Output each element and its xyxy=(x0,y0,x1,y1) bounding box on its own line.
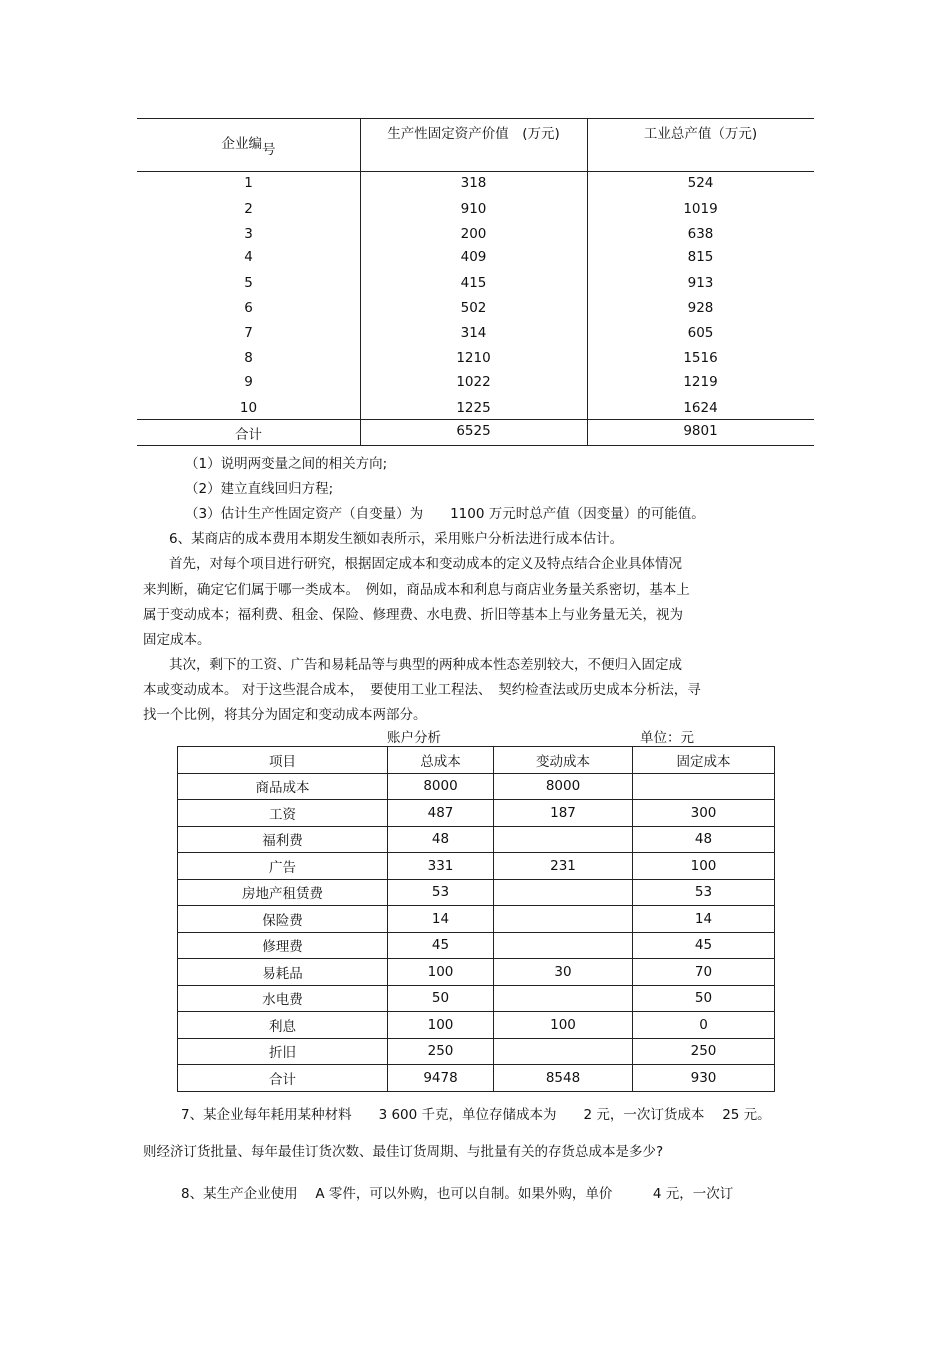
cell-variable: 187 xyxy=(494,800,633,827)
cell-item: 易耗品 xyxy=(178,959,388,986)
cell-item: 利息 xyxy=(178,1012,388,1039)
row-output: 1624 xyxy=(683,400,718,416)
header-total-cost: 总成本 xyxy=(388,747,494,774)
question-2: （2）建立直线回归方程; xyxy=(185,481,334,497)
cell-total: 48 xyxy=(388,826,494,853)
cell-total: 14 xyxy=(388,906,494,933)
cell-fixed: 0 xyxy=(633,1012,775,1039)
cell-variable xyxy=(494,932,633,959)
row-output: 1219 xyxy=(683,374,718,390)
header-output: 工业总产值（万元) xyxy=(643,126,758,142)
table-row xyxy=(178,773,775,800)
header-enterprise-no: 企业编号 xyxy=(221,136,276,158)
table-row xyxy=(178,879,775,906)
cell-fixed: 14 xyxy=(633,906,775,933)
cell-total: 487 xyxy=(388,800,494,827)
table-row xyxy=(178,959,775,986)
cell-item: 修理费 xyxy=(178,932,388,959)
table-top-rule xyxy=(137,118,814,119)
cell-fixed: 53 xyxy=(633,879,775,906)
row-no: 8 xyxy=(244,350,253,366)
cell-fixed: 250 xyxy=(633,1038,775,1065)
cell-total: 331 xyxy=(388,853,494,880)
cell-total: 9478 xyxy=(388,1065,494,1092)
cell-fixed: 930 xyxy=(633,1065,775,1092)
cell-variable xyxy=(494,906,633,933)
regression-data-table xyxy=(137,118,814,446)
cell-item: 福利费 xyxy=(178,826,388,853)
cell-variable xyxy=(494,879,633,906)
cell-item: 合计 xyxy=(178,1065,388,1092)
paragraph-line: 来判断，确定它们属于哪一类成本。 例如，商品成本和利息与商店业务量关系密切，基本上 xyxy=(143,582,690,598)
table-bottom-rule xyxy=(137,445,814,446)
unit-label: 单位：元 xyxy=(640,730,694,746)
problem-7-line-1: 7、某企业每年耗用某种材料 3 600 千克，单位存储成本为 2 元，一次订货成本 25 元。 xyxy=(181,1107,771,1123)
cell-variable: 100 xyxy=(494,1012,633,1039)
cell-variable: 8000 xyxy=(494,773,633,800)
question-3: （3）估计生产性固定资产（自变量）为 1100 万元时总产值（因变量）的可能值。 xyxy=(185,506,705,522)
paragraph-line: 固定成本。 xyxy=(143,632,211,648)
row-output: 913 xyxy=(687,275,714,291)
row-assets: 409 xyxy=(460,249,487,265)
row-no: 10 xyxy=(239,400,258,416)
header-fixed-assets: 生产性固定资产价值 (万元) xyxy=(387,126,560,142)
total-label: 合计 xyxy=(235,427,262,443)
paragraph-line: 首先，对每个项目进行研究，根据固定成本和变动成本的定义及特点结合企业具体情况 xyxy=(169,556,682,572)
total-assets: 6525 xyxy=(456,423,491,439)
problem-6-title: 6、某商店的成本费用本期发生额如表所示，采用账户分析法进行成本估计。 xyxy=(169,531,624,547)
table-caption: 账户分析 xyxy=(387,730,441,746)
cell-item: 商品成本 xyxy=(178,773,388,800)
total-top-rule xyxy=(137,419,814,420)
cell-item: 工资 xyxy=(178,800,388,827)
row-no: 4 xyxy=(244,249,253,265)
table-row xyxy=(178,932,775,959)
cell-variable: 30 xyxy=(494,959,633,986)
row-assets: 1210 xyxy=(456,350,491,366)
row-assets: 314 xyxy=(460,325,487,341)
account-analysis-table xyxy=(177,746,775,1092)
cell-fixed: 45 xyxy=(633,932,775,959)
cell-variable xyxy=(494,1038,633,1065)
paragraph-line: 找一个比例，将其分为固定和变动成本两部分。 xyxy=(143,707,427,723)
row-no: 6 xyxy=(244,300,253,316)
row-assets: 318 xyxy=(460,175,487,191)
table-row xyxy=(178,1012,775,1039)
problem-7-line-2: 则经济订货批量、每年最佳订货次数、最佳订货周期、与批量有关的存货总成本是多少? xyxy=(143,1144,664,1160)
table-row xyxy=(178,826,775,853)
header-item: 项目 xyxy=(178,747,388,774)
cell-item: 折旧 xyxy=(178,1038,388,1065)
row-no: 2 xyxy=(244,201,253,217)
cell-total: 53 xyxy=(388,879,494,906)
cell-total: 100 xyxy=(388,959,494,986)
cell-total: 45 xyxy=(388,932,494,959)
row-no: 1 xyxy=(244,175,253,191)
table-row xyxy=(178,1038,775,1065)
paragraph-line: 属于变动成本；福利费、租金、保险、修理费、水电费、折旧等基本上与业务量无关，视为 xyxy=(143,607,683,623)
table-header-row xyxy=(178,747,775,774)
row-assets: 200 xyxy=(460,226,487,242)
row-no: 5 xyxy=(244,275,253,291)
row-assets: 415 xyxy=(460,275,487,291)
row-no: 9 xyxy=(244,374,253,390)
cell-item: 水电费 xyxy=(178,985,388,1012)
table-row xyxy=(178,800,775,827)
table-total-row xyxy=(178,1065,775,1092)
total-output: 9801 xyxy=(683,423,718,439)
row-output: 928 xyxy=(687,300,714,316)
cell-variable xyxy=(494,826,633,853)
row-assets: 1225 xyxy=(456,400,491,416)
cell-fixed xyxy=(633,773,775,800)
row-output: 524 xyxy=(687,175,714,191)
cell-item: 保险费 xyxy=(178,906,388,933)
row-output: 815 xyxy=(687,249,714,265)
row-output: 638 xyxy=(687,226,714,242)
cell-total: 50 xyxy=(388,985,494,1012)
cell-fixed: 70 xyxy=(633,959,775,986)
paragraph-line: 本或变动成本。 对于这些混合成本， 要使用工业工程法、 契约检查法或历史成本分析法，寻 xyxy=(143,682,701,698)
row-no: 3 xyxy=(244,226,253,242)
row-output: 605 xyxy=(687,325,714,341)
cell-fixed: 50 xyxy=(633,985,775,1012)
paragraph-line: 其次，剩下的工资、广告和易耗品等与典型的两种成本性态差别较大，不便归入固定成 xyxy=(169,657,682,673)
cell-variable: 8548 xyxy=(494,1065,633,1092)
cell-total: 8000 xyxy=(388,773,494,800)
question-1: （1）说明两变量之间的相关方向; xyxy=(185,456,388,472)
problem-8-line-1: 8、某生产企业使用 A 零件，可以外购，也可以自制。如果外购，单价 4 元，一次订 xyxy=(181,1186,734,1202)
row-output: 1516 xyxy=(683,350,718,366)
cell-total: 250 xyxy=(388,1038,494,1065)
cell-variable: 231 xyxy=(494,853,633,880)
row-assets: 910 xyxy=(460,201,487,217)
cell-fixed: 300 xyxy=(633,800,775,827)
row-assets: 502 xyxy=(460,300,487,316)
cell-item: 广告 xyxy=(178,853,388,880)
table-row xyxy=(178,985,775,1012)
cell-fixed: 48 xyxy=(633,826,775,853)
cell-fixed: 100 xyxy=(633,853,775,880)
cell-item: 房地产租赁费 xyxy=(178,879,388,906)
header-fixed-cost: 固定成本 xyxy=(633,747,775,774)
cell-variable xyxy=(494,985,633,1012)
cell-total: 100 xyxy=(388,1012,494,1039)
table-row xyxy=(178,906,775,933)
row-assets: 1022 xyxy=(456,374,491,390)
header-variable-cost: 变动成本 xyxy=(494,747,633,774)
header-bottom-rule xyxy=(137,171,814,172)
row-no: 7 xyxy=(244,325,253,341)
table-row xyxy=(178,853,775,880)
row-output: 1019 xyxy=(683,201,718,217)
